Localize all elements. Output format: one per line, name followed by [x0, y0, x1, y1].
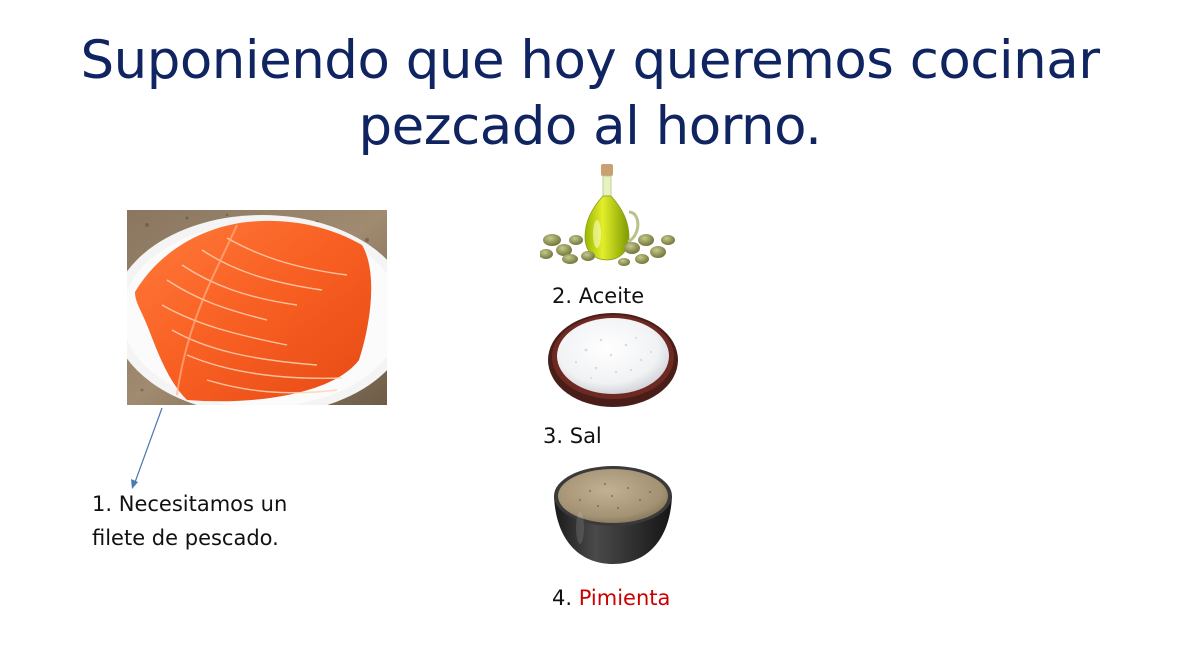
fish-caption: [92, 487, 392, 555]
pepper-bowl-icon: [550, 456, 676, 570]
fish-number: 1.: [92, 492, 113, 516]
salt-caption: [543, 419, 602, 453]
pointer-arrow-icon: [128, 405, 168, 491]
fish-line-1: Necesitamos un: [118, 492, 288, 516]
olive-oil-bottle-icon: [540, 162, 678, 270]
title-line-1: Suponiendo que hoy queremos cocinar: [80, 30, 1100, 91]
oil-name: Aceite: [578, 284, 645, 308]
slide-title: [0, 28, 1180, 160]
pepper-number: 4.: [552, 586, 573, 610]
salt-number: 3.: [543, 424, 564, 448]
title-line-2: pezcado al horno.: [358, 96, 822, 157]
pepper-name: Pimienta: [578, 586, 671, 610]
pepper-caption: [552, 581, 670, 615]
oil-caption: [552, 279, 644, 313]
salmon-fillet-icon: [127, 210, 387, 405]
fish-line-2: filete de pescado.: [92, 526, 279, 550]
salt-name: Sal: [569, 424, 602, 448]
salt-bowl-icon: [546, 310, 680, 410]
oil-number: 2.: [552, 284, 573, 308]
